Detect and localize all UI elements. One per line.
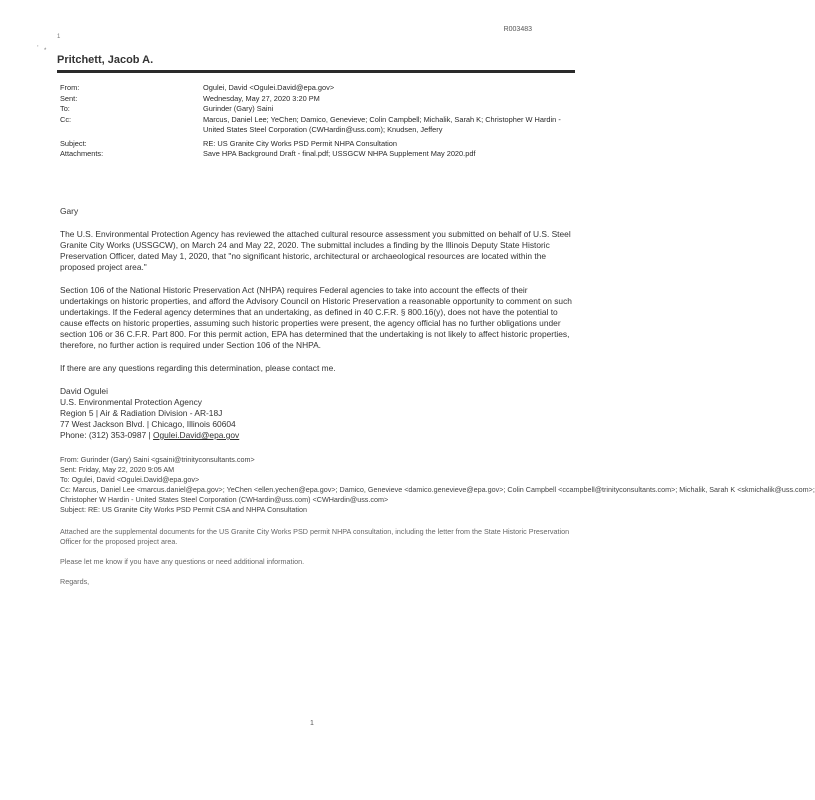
page-title: Pritchett, Jacob A.	[57, 54, 154, 66]
signature-email-link[interactable]: Ogulei.David@epa.gov	[152, 430, 240, 440]
header-row-attachments	[60, 149, 580, 160]
email-header	[60, 83, 580, 160]
scan-speck: *	[44, 48, 47, 54]
body-paragraph: The U.S. Environmental Protection Agency has reviewed the attached cultural resource assessment you submitted on behalf of U.S. Steel Granite City Works (USSGCW), on March 24 and May 22, 2020. The submittal includes a finding by the Illinois Deputy State Historic Preservation Officer, dated May 1, 2020, that "no significant historic, architectural or archaeological resources are located within the proposed project area."	[60, 229, 571, 272]
greeting: Gary	[60, 206, 79, 216]
header-label: Sent:	[60, 93, 78, 103]
signature-org: U.S. Environmental Protection Agency	[60, 397, 202, 407]
header-label: Attachments:	[60, 149, 104, 158]
forwarded-line: Sent: Friday, May 22, 2020 9:05 AM	[60, 465, 175, 474]
corner-mark: 1	[57, 34, 61, 40]
forwarded-paragraph: Attached are the supplemental documents for the US Granite City Works PSD permit NHPA consultation, including the letter from the State Historic Preservation Officer for the proposed project area.	[60, 527, 570, 546]
signature-division: Region 5 | Air & Radiation Division - AR-18J	[60, 408, 223, 418]
header-value: Wednesday, May 27, 2020 3:20 PM	[203, 93, 320, 103]
header-label: To:	[60, 104, 70, 113]
header-label: Cc:	[60, 114, 72, 124]
page-number: 1	[310, 720, 314, 727]
forwarded-line: From: Gurinder (Gary) Saini <gsaini@trinityconsultants.com>	[60, 455, 255, 464]
header-value: Marcus, Daniel Lee; YeChen; Damico, Genevieve; Colin Campbell; Michalik, Sarah K; Christopher W Hardin - United States Steel Corporation (CWHardin@uss.com); Knudsen, Jeffery	[203, 114, 561, 134]
header-row-subject	[60, 139, 580, 150]
signature-contact	[60, 430, 572, 441]
forwarded-line: Subject: RE: US Granite City Works PSD Permit CSA and NHPA Consultation	[60, 505, 307, 514]
header-row-to	[60, 104, 580, 115]
forwarded-body	[60, 527, 572, 587]
forwarded-paragraph: Please let me know if you have any questions or need additional information.	[60, 557, 305, 566]
header-value: Save HPA Background Draft - final.pdf; USSGCW NHPA Supplement May 2020.pdf	[203, 149, 476, 158]
forwarded-header	[60, 455, 815, 515]
signature-block	[60, 386, 572, 441]
email-body	[60, 206, 815, 597]
header-row-cc	[60, 115, 580, 136]
header-value: Ogulei, David <Ogulei.David@epa.gov>	[203, 83, 335, 92]
header-value: RE: US Granite City Works PSD Permit NHPA Consultation	[203, 138, 397, 148]
title-rule	[57, 70, 575, 73]
forwarded-paragraph: Regards,	[60, 577, 90, 586]
document-id: R003483	[503, 26, 532, 33]
header-label: From:	[60, 83, 80, 92]
signature-address: 77 West Jackson Blvd. | Chicago, Illinois 60604	[60, 419, 236, 429]
forwarded-line: Cc: Marcus, Daniel Lee <marcus.daniel@epa.gov>; YeChen <ellen.yechen@epa.gov>; Damico, Genevieve <damico.genevieve@epa.gov>; Colin Campbell <ccampbell@trinityconsultants.com>; Michalik, Sarah K <skmichalik@uss.com>;	[60, 485, 815, 494]
signature-phone: Phone: (312) 353-0987 |	[60, 430, 153, 440]
body-paragraph: If there are any questions regarding this determination, please contact me.	[60, 363, 336, 373]
header-row-sent	[60, 94, 580, 105]
forwarded-line: Christopher W Hardin - United States Steel Corporation (CWHardin@uss.com) <CWHardin@uss.com>	[60, 495, 389, 504]
header-label: Subject:	[60, 138, 87, 148]
signature-name: David Ogulei	[60, 386, 108, 396]
header-row-from	[60, 83, 580, 94]
scan-speck: ,	[37, 42, 39, 48]
body-paragraph: Section 106 of the National Historic Preservation Act (NHPA) requires Federal agencies to take into account the effects of their undertakings on historic properties, and afford the Advisory Council on Historic Preservation a reasonable opportunity to comment on such undertakings. If the Federal agency determines that an undertaking, as defined in 40 C.F.R. § 800.16(y), does not have the potential to cause effects on historic properties, assuming such historic properties were present, the agency official has no further obligations under section 106 or 36 C.F.R. Part 800. For this permit action, EPA has determined that the undertaking is not likely to affect historic properties, therefore, no further action is required under Section 106 of the NHPA.	[60, 285, 572, 350]
forwarded-line: To: Ogulei, David <Ogulei.David@epa.gov>	[60, 475, 200, 484]
header-value: Gurinder (Gary) Saini	[203, 104, 274, 113]
